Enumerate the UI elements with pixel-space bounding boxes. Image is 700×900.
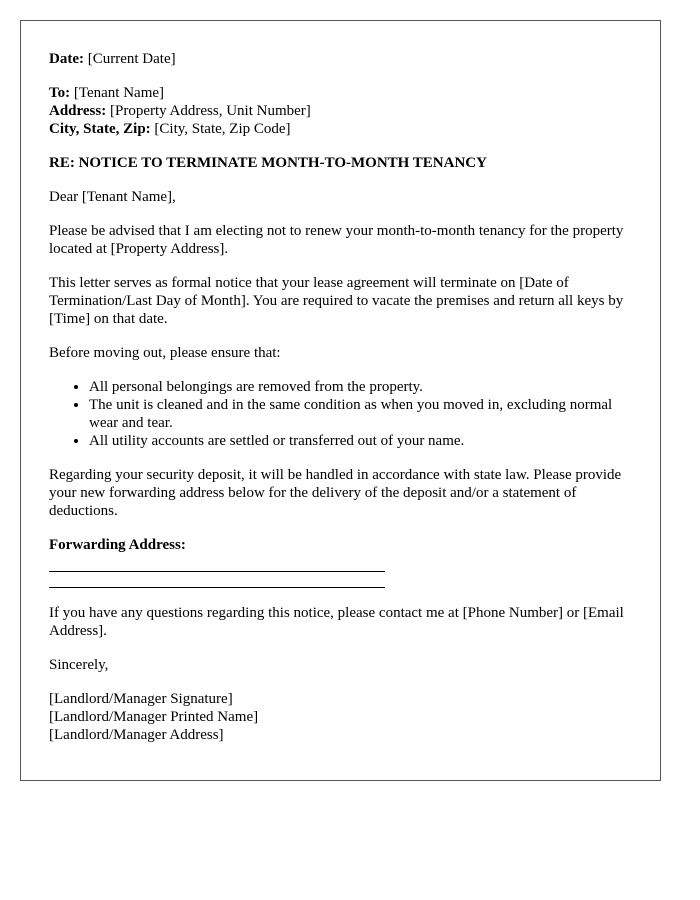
printed-name-line: [Landlord/Manager Printed Name] (49, 709, 259, 725)
list-item: • All personal belongings are removed from the property. (89, 378, 632, 396)
closing: Sincerely, (49, 657, 109, 673)
city-line (49, 120, 632, 138)
city-label: City, State, Zip: (49, 121, 151, 137)
date-value: [Current Date] (87, 51, 176, 67)
paragraph-contact: If you have any questions regarding this notice, please contact me at [Phone Number] or [Email Address]. (49, 605, 624, 639)
paragraph-deposit: Regarding your security deposit, it will be handled in accordance with state law. Please provide your new forwarding address below for the delivery of the deposit and/or a statement of deductions. (49, 467, 622, 519)
paragraph-intent: Please be advised that I am electing not to renew your month-to-month tenancy for the property located at [Property Address]. (49, 223, 624, 257)
forwarding-address-line-1 (49, 556, 385, 572)
date-label: Date: (49, 51, 84, 67)
signature-line: [Landlord/Manager Signature] (49, 691, 233, 707)
date-block (49, 50, 632, 68)
list-item: • The unit is cleaned and in the same condition as when you moved in, excluding normal wear and tear. (89, 396, 632, 432)
salutation: Dear [Tenant Name], (49, 189, 176, 205)
paragraph-termination: This letter serves as formal notice that your lease agreement will terminate on [Date of Termination/Last Day of Month]. You are required to vacate the premises and return all keys by [Time] on that date. (49, 275, 624, 327)
landlord-address-line: [Landlord/Manager Address] (49, 727, 224, 743)
forwarding-address-lines (49, 556, 632, 588)
list-item: • All utility accounts are settled or transferred out of your name. (89, 432, 632, 450)
recipient-block (49, 84, 632, 138)
letter-document (20, 20, 661, 781)
subject-line: RE: NOTICE TO TERMINATE MONTH-TO-MONTH TENANCY (49, 155, 487, 171)
forwarding-address-heading: Forwarding Address: (49, 537, 186, 553)
to-line (49, 84, 632, 102)
signature-block (49, 690, 632, 744)
to-label: To: (49, 85, 71, 101)
moveout-checklist (49, 378, 632, 450)
address-line (49, 102, 632, 120)
address-value: [Property Address, Unit Number] (109, 103, 311, 119)
city-value: [City, State, Zip Code] (154, 121, 291, 137)
address-label: Address: (49, 103, 107, 119)
forwarding-address-line-2 (49, 572, 385, 588)
paragraph-checklist-intro: Before moving out, please ensure that: (49, 345, 281, 361)
to-value: [Tenant Name] (73, 85, 165, 101)
